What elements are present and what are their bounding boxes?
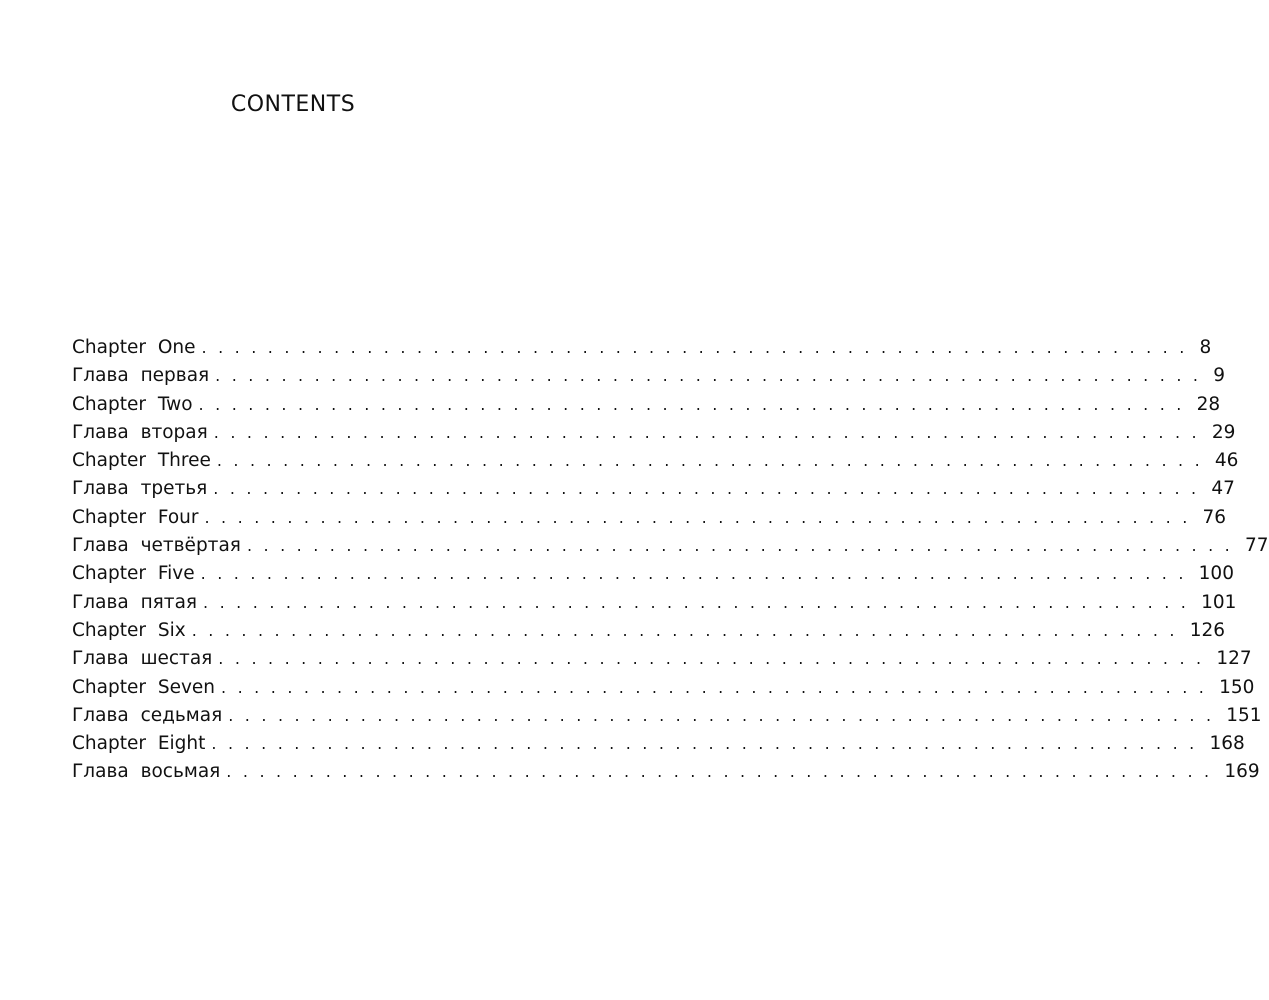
toc-entry-page-number: 100 <box>1198 563 1234 585</box>
toc-entry[interactable] <box>72 589 1237 617</box>
dot-leader: . . . . . . . . . . . . . . . . . . . . . . . . . . . . . . . . . . . . . . . . . . . . . . . . . . . . . . . . . . . . <box>204 507 1191 527</box>
toc-entry[interactable] <box>72 504 1227 532</box>
toc-entry-title: Chapter One <box>72 337 196 358</box>
toc-entry-page-number: 76 <box>1202 506 1227 528</box>
toc-entry-page-number: 47 <box>1211 478 1235 500</box>
dot-leader: . . . . . . . . . . . . . . . . . . . . . . . . . . . . . . . . . . . . . . . . . . . . . . . . . . . . . . . . . . . . <box>211 734 1198 754</box>
toc-entry[interactable] <box>72 730 1245 758</box>
toc-entry-page-number: 150 <box>1219 676 1255 698</box>
dot-leader: . . . . . . . . . . . . . . . . . . . . . . . . . . . . . . . . . . . . . . . . . . . . . . . . . . . . . . . . . . . . <box>200 564 1187 584</box>
toc-entry[interactable] <box>72 447 1239 475</box>
dot-leader: . . . . . . . . . . . . . . . . . . . . . . . . . . . . . . . . . . . . . . . . . . . . . . . . . . . . . . . . . . . . <box>198 394 1185 414</box>
toc-entry[interactable] <box>72 617 1226 645</box>
page-title: CONTENTS <box>230 92 356 117</box>
toc-entry-title: Chapter Four <box>72 506 199 528</box>
dot-leader: . . . . . . . . . . . . . . . . . . . . . . . . . . . . . . . . . . . . . . . . . . . . . . . . . . . . . . . . . . . . <box>213 479 1200 499</box>
dot-leader: . . . . . . . . . . . . . . . . . . . . . . . . . . . . . . . . . . . . . . . . . . . . . . . . . . . . . . . . . . . . <box>201 338 1188 357</box>
toc-entry[interactable] <box>72 419 1236 447</box>
toc-entry-page-number: 28 <box>1196 393 1221 415</box>
toc-entry-page-number: 151 <box>1226 704 1262 726</box>
dot-leader: . . . . . . . . . . . . . . . . . . . . . . . . . . . . . . . . . . . . . . . . . . . . . . . . . . . . . . . . . . . . <box>226 762 1213 782</box>
toc-entry-title: Chapter Eight <box>72 733 206 755</box>
toc-entry-title: Глава третья <box>72 478 208 500</box>
toc-entry-title: Chapter Three <box>72 450 211 472</box>
toc-entry[interactable] <box>72 391 1221 419</box>
toc-entry-page-number: 77 <box>1244 535 1269 557</box>
toc-entry[interactable] <box>72 674 1255 702</box>
dot-leader: . . . . . . . . . . . . . . . . . . . . . . . . . . . . . . . . . . . . . . . . . . . . . . . . . . . . . . . . . . . . <box>218 649 1205 669</box>
dot-leader: . . . . . . . . . . . . . . . . . . . . . . . . . . . . . . . . . . . . . . . . . . . . . . . . . . . . . . . . . . . . <box>221 677 1208 697</box>
toc-entry-title: Chapter Six <box>72 619 186 641</box>
toc-entry-page-number: 127 <box>1216 648 1252 670</box>
toc-entry-title: Глава седьмая <box>72 704 223 726</box>
dot-leader: . . . . . . . . . . . . . . . . . . . . . . . . . . . . . . . . . . . . . . . . . . . . . . . . . . . . . . . . . . . . <box>228 705 1215 725</box>
toc-entry-title: Глава вторая <box>72 421 208 443</box>
toc-entry-page-number: 8 <box>1199 337 1212 358</box>
table-of-contents <box>72 334 1269 787</box>
toc-entry-page-number: 101 <box>1201 591 1237 613</box>
toc-entry-page-number: 168 <box>1209 733 1245 755</box>
toc-entry[interactable] <box>72 475 1235 503</box>
toc-entry[interactable] <box>72 560 1234 588</box>
toc-entry-title: Chapter Seven <box>72 676 216 698</box>
dot-leader: . . . . . . . . . . . . . . . . . . . . . . . . . . . . . . . . . . . . . . . . . . . . . . . . . . . . . . . . . . . . <box>215 366 1202 386</box>
dot-leader: . . . . . . . . . . . . . . . . . . . . . . . . . . . . . . . . . . . . . . . . . . . . . . . . . . . . . . . . . . . . <box>246 536 1233 556</box>
toc-entry-title: Глава пятая <box>72 591 198 613</box>
toc-entry-title: Глава восьмая <box>72 761 221 783</box>
toc-entry[interactable] <box>72 645 1252 673</box>
toc-entry[interactable] <box>72 758 1260 786</box>
toc-entry-title: Глава шестая <box>72 648 213 670</box>
toc-entry[interactable] <box>72 702 1262 730</box>
toc-entry-title: Глава четвёртая <box>72 535 241 557</box>
dot-leader: . . . . . . . . . . . . . . . . . . . . . . . . . . . . . . . . . . . . . . . . . . . . . . . . . . . . . . . . . . . . <box>213 422 1200 442</box>
toc-entry-page-number: 9 <box>1213 365 1225 387</box>
toc-entry-page-number: 126 <box>1189 619 1226 641</box>
toc-entry[interactable] <box>72 362 1225 390</box>
toc-entry-title: Chapter Two <box>72 393 193 415</box>
dot-leader: . . . . . . . . . . . . . . . . . . . . . . . . . . . . . . . . . . . . . . . . . . . . . . . . . . . . . . . . . . . . <box>191 620 1178 640</box>
dot-leader: . . . . . . . . . . . . . . . . . . . . . . . . . . . . . . . . . . . . . . . . . . . . . . . . . . . . . . . . . . . . <box>203 592 1190 612</box>
toc-entry-page-number: 46 <box>1214 450 1239 472</box>
toc-entry[interactable] <box>72 532 1269 560</box>
toc-entry-title: Глава первая <box>72 365 210 387</box>
toc-entry-page-number: 29 <box>1211 421 1236 443</box>
toc-entry-title: Chapter Five <box>72 563 195 585</box>
toc-entry[interactable] <box>72 334 1212 362</box>
dot-leader: . . . . . . . . . . . . . . . . . . . . . . . . . . . . . . . . . . . . . . . . . . . . . . . . . . . . . . . . . . . . <box>216 451 1203 471</box>
toc-entry-page-number: 169 <box>1224 761 1260 783</box>
